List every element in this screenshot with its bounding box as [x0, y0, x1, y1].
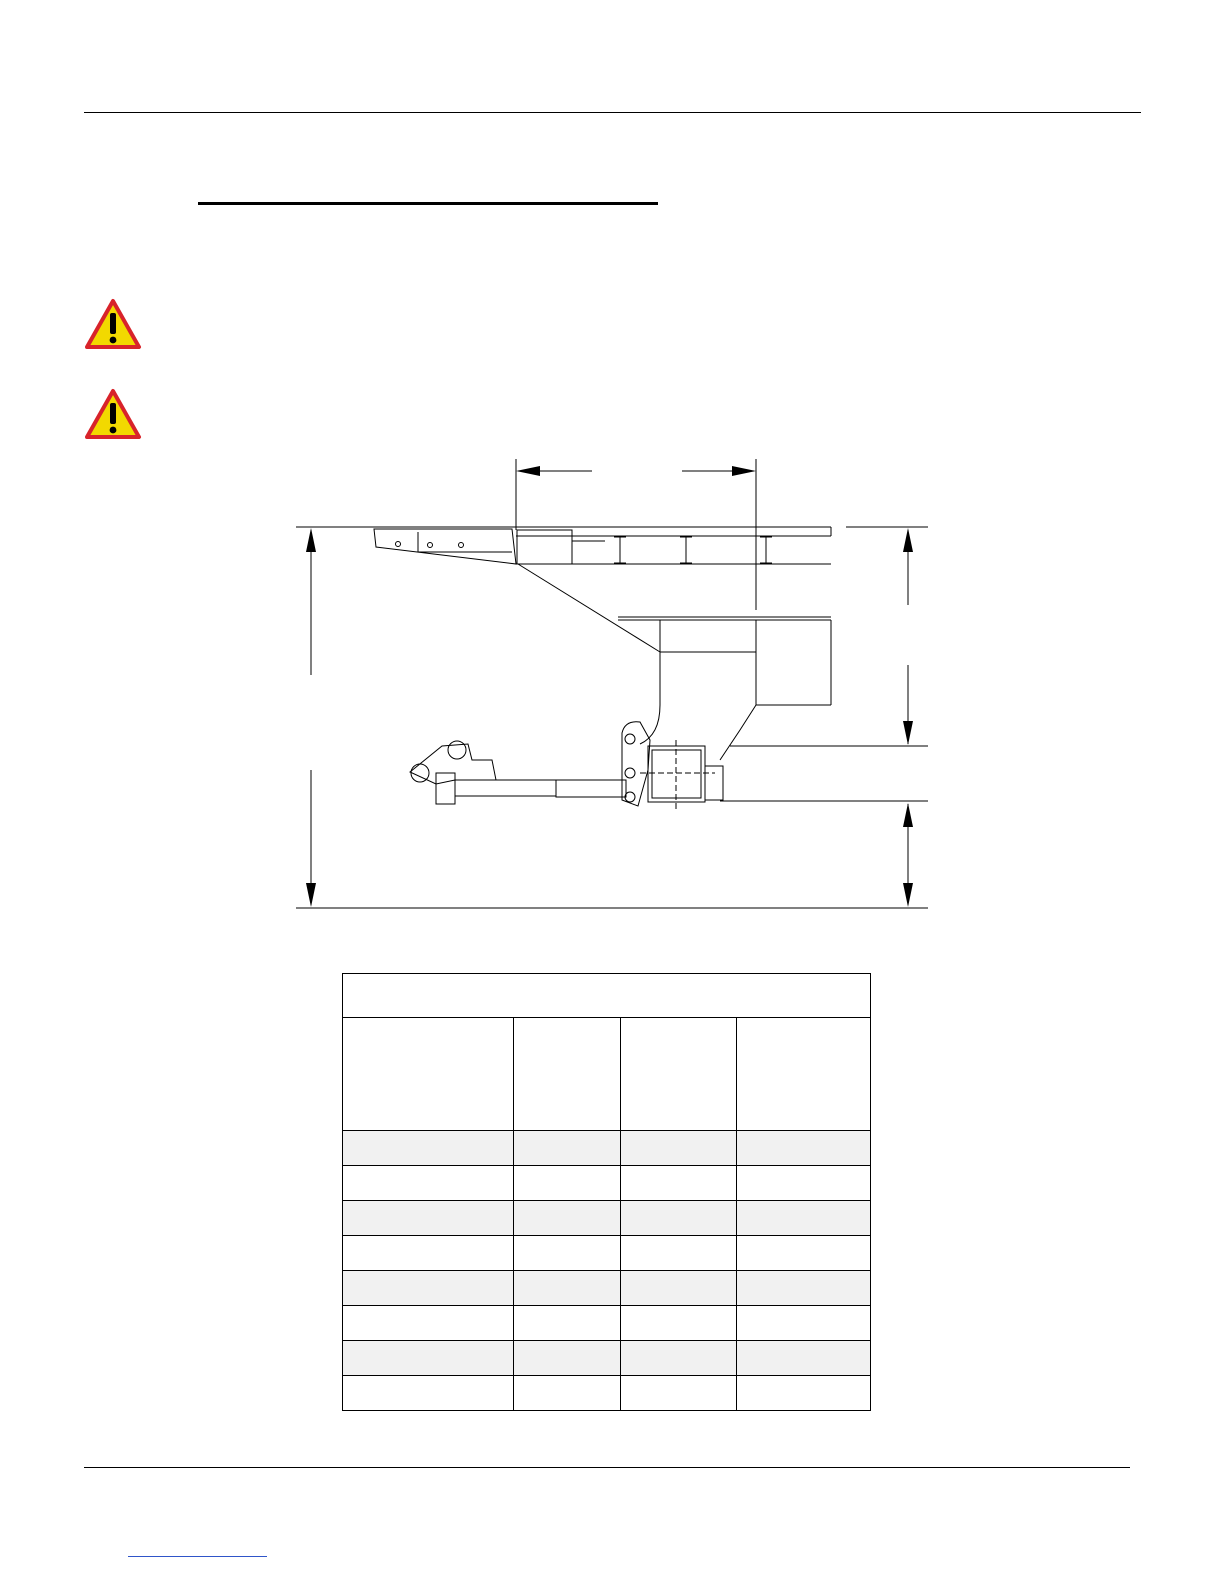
- table-row: [343, 1166, 871, 1201]
- table-title-cell: [343, 974, 871, 1018]
- table-header-cell: [514, 1018, 621, 1131]
- spec-table: [342, 973, 871, 1411]
- table-header-row: [343, 1018, 871, 1131]
- footer-link-underline[interactable]: [128, 1556, 267, 1557]
- table-title-row: [343, 974, 871, 1018]
- footer-rule: [84, 1467, 1130, 1468]
- table-header-cell: [737, 1018, 871, 1131]
- table-header-cell: [621, 1018, 737, 1131]
- table-row: [343, 1306, 871, 1341]
- table-row: [343, 1376, 871, 1411]
- table-header-cell: [343, 1018, 514, 1131]
- table-row: [343, 1201, 871, 1236]
- table-row: [343, 1236, 871, 1271]
- table-row: [343, 1271, 871, 1306]
- table-row: [343, 1131, 871, 1166]
- table-row: [343, 1341, 871, 1376]
